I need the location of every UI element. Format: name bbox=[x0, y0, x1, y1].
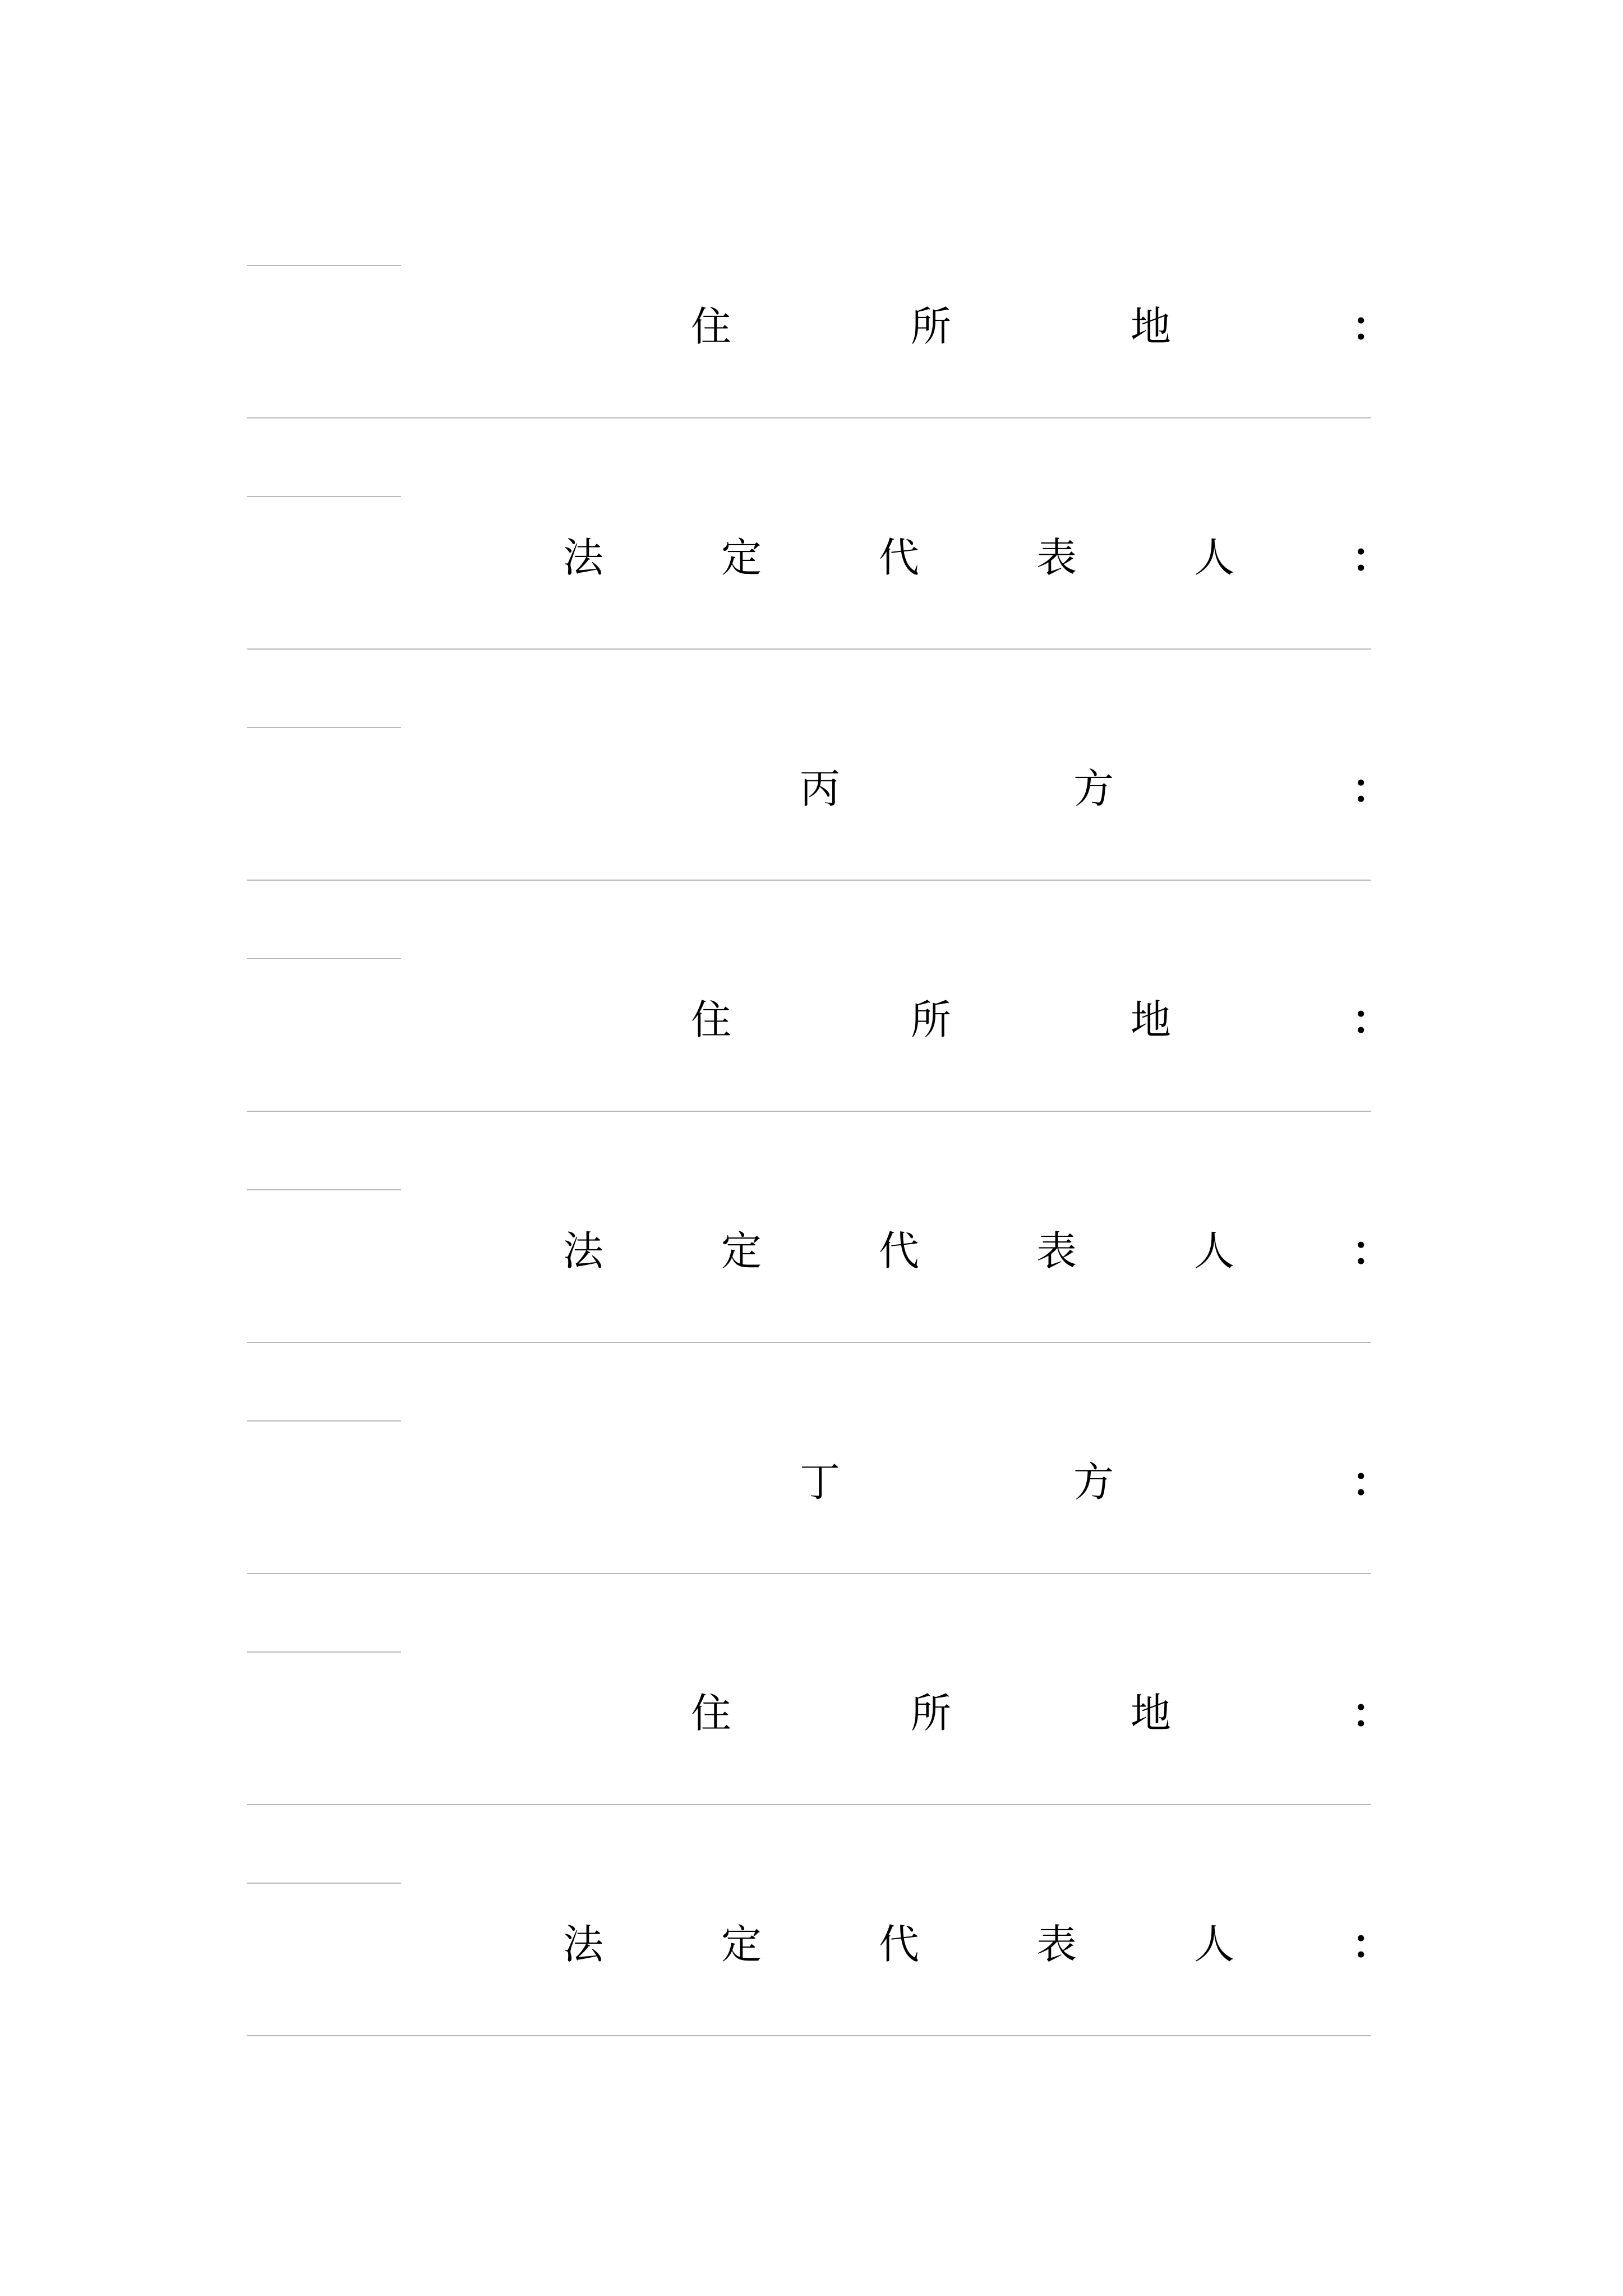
label-colon: ： bbox=[1352, 1227, 1393, 1274]
legal-representative-field-row bbox=[0, 1189, 1623, 1420]
label-char: 代 bbox=[878, 1227, 919, 1274]
label-char: 丙 bbox=[799, 765, 840, 812]
label-colon: ： bbox=[1352, 1689, 1393, 1737]
label-char: 代 bbox=[878, 1921, 919, 1968]
label-char: 法 bbox=[562, 1227, 603, 1274]
short-rule bbox=[247, 1420, 401, 1421]
label-char: 地 bbox=[1130, 996, 1171, 1043]
fill-in-line bbox=[247, 1804, 1371, 1805]
label-char: 住 bbox=[690, 303, 731, 350]
label-colon: ： bbox=[1352, 765, 1393, 812]
label-char: 丁 bbox=[799, 1458, 840, 1506]
label-char: 法 bbox=[562, 534, 603, 581]
short-rule bbox=[247, 496, 401, 497]
label-char: 表 bbox=[1036, 1227, 1077, 1274]
label-char: 地 bbox=[1130, 303, 1171, 350]
label-char: 所 bbox=[910, 303, 951, 350]
fill-in-line bbox=[247, 648, 1371, 650]
label-char: 法 bbox=[562, 1921, 603, 1968]
short-rule bbox=[247, 958, 401, 959]
fill-in-line bbox=[247, 1342, 1371, 1343]
short-rule bbox=[247, 1883, 401, 1884]
fill-in-line bbox=[247, 2035, 1371, 2036]
label-char: 定 bbox=[721, 1227, 762, 1274]
short-rule bbox=[247, 727, 401, 728]
fill-in-line bbox=[247, 417, 1371, 418]
label-char: 所 bbox=[910, 1690, 951, 1737]
label-char: 方 bbox=[1073, 765, 1114, 812]
address-field-row bbox=[0, 265, 1623, 496]
party-d-field-row bbox=[0, 1420, 1623, 1651]
label-char: 地 bbox=[1130, 1690, 1171, 1737]
label-char: 表 bbox=[1036, 534, 1077, 581]
label-char: 住 bbox=[690, 996, 731, 1043]
short-rule bbox=[247, 1651, 401, 1653]
label-colon: ： bbox=[1352, 1920, 1393, 1968]
address-field-row bbox=[0, 1651, 1623, 1883]
label-colon: ： bbox=[1352, 1458, 1393, 1506]
fill-in-line bbox=[247, 1111, 1371, 1112]
label-char: 人 bbox=[1193, 1227, 1234, 1274]
legal-representative-field-row bbox=[0, 1883, 1623, 2114]
label-char: 定 bbox=[721, 1921, 762, 1968]
label-colon: ： bbox=[1352, 302, 1393, 350]
address-field-row bbox=[0, 958, 1623, 1189]
label-char: 住 bbox=[690, 1690, 731, 1737]
label-char: 方 bbox=[1073, 1458, 1114, 1506]
label-colon: ： bbox=[1352, 996, 1393, 1043]
label-char: 人 bbox=[1193, 534, 1234, 581]
label-char: 人 bbox=[1193, 1921, 1234, 1968]
label-char: 所 bbox=[910, 996, 951, 1043]
short-rule bbox=[247, 1189, 401, 1190]
short-rule bbox=[247, 265, 401, 266]
label-char: 表 bbox=[1036, 1921, 1077, 1968]
label-char: 定 bbox=[721, 534, 762, 581]
party-c-field-row bbox=[0, 727, 1623, 958]
legal-representative-field-row bbox=[0, 496, 1623, 727]
label-colon: ： bbox=[1352, 533, 1393, 581]
label-char: 代 bbox=[878, 534, 919, 581]
fill-in-line bbox=[247, 1573, 1371, 1574]
fill-in-line bbox=[247, 880, 1371, 881]
